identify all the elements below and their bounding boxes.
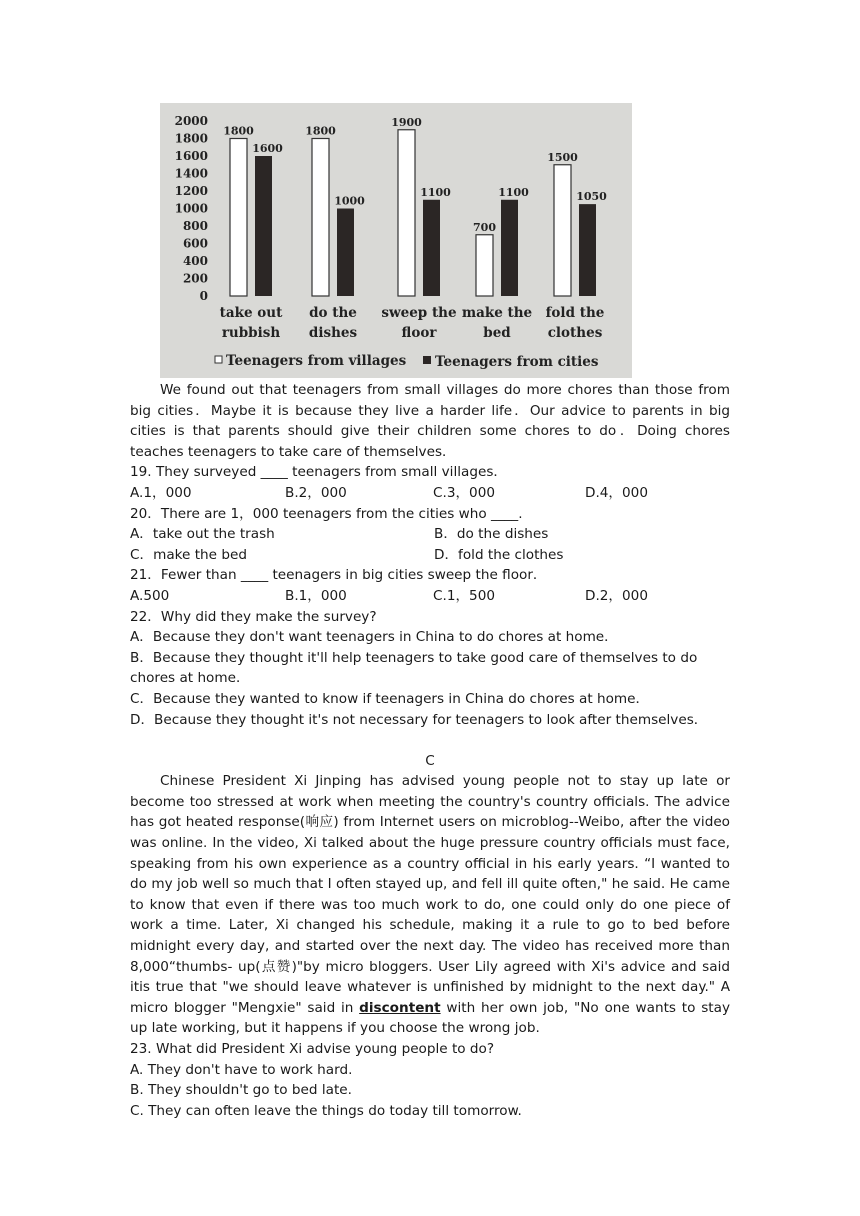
question-19-options: [130, 483, 730, 504]
data-label: 1800: [305, 124, 336, 138]
legend-swatch-villages: [215, 356, 222, 363]
y-tick-label: 2000: [174, 114, 208, 128]
data-label: 1100: [420, 185, 451, 199]
data-label: 700: [473, 220, 496, 234]
x-tick-label: do the: [309, 305, 357, 321]
section-heading: C: [425, 752, 435, 769]
article-text-after: with her own job, "No one wants to stay up late working, but it happens if you choose the wrong job.: [130, 999, 730, 1037]
y-tick-label: 1200: [174, 184, 208, 198]
y-tick-label: 400: [182, 254, 208, 268]
bar-cities: [501, 200, 518, 296]
y-tick-label: 800: [182, 219, 208, 233]
option-c: C. They can often leave the things do today till tomorrow.: [130, 1102, 522, 1119]
bar-chart: [160, 103, 632, 378]
option-a: A．take out the trash: [130, 526, 275, 543]
option-b: B.2，000: [285, 484, 347, 501]
legend-swatch-cities: [423, 356, 431, 364]
text-body: [130, 380, 730, 1121]
passage-intro: We found out that teenagers from small villages do more chores than those from big cities．Maybe it is because they live a harder life．Our advice to parents in big cities is that parents should give their children some chores to do．Doing chores teaches teenagers to take care of themselves．: [130, 382, 730, 460]
legend-cities: Teenagers from cities: [435, 354, 599, 370]
question-20-options-row1: [130, 524, 730, 545]
bar-villages: [476, 235, 493, 296]
data-label: 1500: [547, 150, 578, 164]
option-b: B. They shouldn't go to bed late.: [130, 1082, 352, 1099]
article-text-before: Chinese President Xi Jinping has advised young people not to stay up late or become too stressed at work when meeting the country's country officials. The advice has got heated response(响应) from Internet users on microblog--Weibo, after the video was online. In the video, Xi talked about the huge pressure country officials must face, speaking from his own experience as a country official in his early years. “I wanted to do my job well so much that I often stayed up, and fell ill quite often," he said. He came to know that even if there was too much work to do, one could only do one piece of work a time. Later, Xi changed his schedule, making it a rule to go to bed before midnight every day, and started over the next day. The video has received more than 8,000“thumbs- up(点赞)"by micro bloggers. User Lily agreed with Xi's advice and said itis true that "we should leave whatever is unfinished by midnight to the next day." A micro blogger "Mengxie" said in: [130, 773, 730, 1016]
bar-villages: [398, 130, 415, 296]
question-19: 19. They surveyed ____ teenagers from small villages．: [130, 464, 507, 481]
bar-cities: [579, 204, 596, 296]
data-label: 1000: [334, 194, 365, 208]
question-21: 21．Fewer than ____ teenagers in big cities sweep the floor．: [130, 567, 547, 584]
x-tick-label: dishes: [308, 325, 358, 341]
x-tick-label: take out: [219, 305, 283, 321]
y-tick-label: 1400: [174, 166, 208, 181]
option-d: D.4，000: [585, 484, 648, 501]
option-c: C．make the bed: [130, 546, 247, 563]
x-tick-label: fold the: [545, 305, 605, 321]
y-tick-label: 200: [182, 271, 208, 286]
x-tick-label: clothes: [547, 325, 603, 341]
bar-villages: [554, 165, 571, 296]
question-23: 23. What did President Xi advise young people to do?: [130, 1041, 495, 1057]
option-c: C.1，500: [433, 587, 496, 604]
option-a: A. They don't have to work hard.: [130, 1061, 353, 1078]
option-b: B．do the dishes: [434, 526, 549, 543]
option-a: A.1，000: [130, 484, 192, 501]
data-label: 1600: [252, 142, 283, 155]
question-20: 20．There are 1，000 teenagers from the cities who ____.: [130, 505, 523, 522]
y-tick-label: 1600: [174, 149, 208, 163]
legend-villages: Teenagers from villages: [226, 353, 407, 369]
y-tick-label: 1800: [174, 131, 208, 146]
keyword-discontent: discontent: [359, 999, 441, 1016]
bar-cities: [423, 200, 440, 296]
x-tick-label: make the: [461, 305, 533, 321]
data-label: 1800: [223, 124, 254, 138]
option-d: D.2，000: [585, 587, 648, 604]
bar-chart-photo: [160, 103, 632, 378]
option-b: B．Because they thought it'll help teenagers to take good care of themselves to do chores at home．: [130, 649, 698, 687]
bar-cities: [337, 209, 354, 297]
bar-villages: [230, 139, 247, 297]
bar-cities: [255, 156, 272, 296]
option-d: D．Because they thought it's not necessary for teenagers to look after themselves．: [130, 711, 708, 728]
y-tick-label: 1000: [174, 201, 208, 216]
question-22: 22．Why did they make the survey?: [130, 608, 377, 625]
x-tick-label: rubbish: [221, 325, 281, 341]
y-tick-label: 0: [199, 289, 208, 303]
option-d: D．fold the clothes: [434, 546, 564, 563]
data-label: 1100: [498, 185, 529, 199]
option-a: A.500: [130, 587, 170, 604]
question-20-options-row2: [130, 545, 730, 566]
option-a: A．Because they don't want teenagers in China to do chores at home．: [130, 629, 618, 646]
x-tick-label: sweep the: [381, 305, 457, 321]
x-tick-label: floor: [401, 325, 437, 341]
option-b: B.1，000: [285, 587, 347, 604]
y-tick-label: 600: [182, 236, 208, 251]
question-21-options: [130, 586, 730, 607]
option-c: C.3，000: [433, 484, 496, 501]
x-tick-label: bed: [483, 325, 511, 341]
option-c: C．Because they wanted to know if teenagers in China do chores at home．: [130, 690, 650, 707]
article-paragraph: [130, 771, 730, 1039]
data-label: 1900: [391, 115, 422, 129]
data-label: 1050: [576, 190, 607, 204]
bar-villages: [312, 139, 329, 297]
